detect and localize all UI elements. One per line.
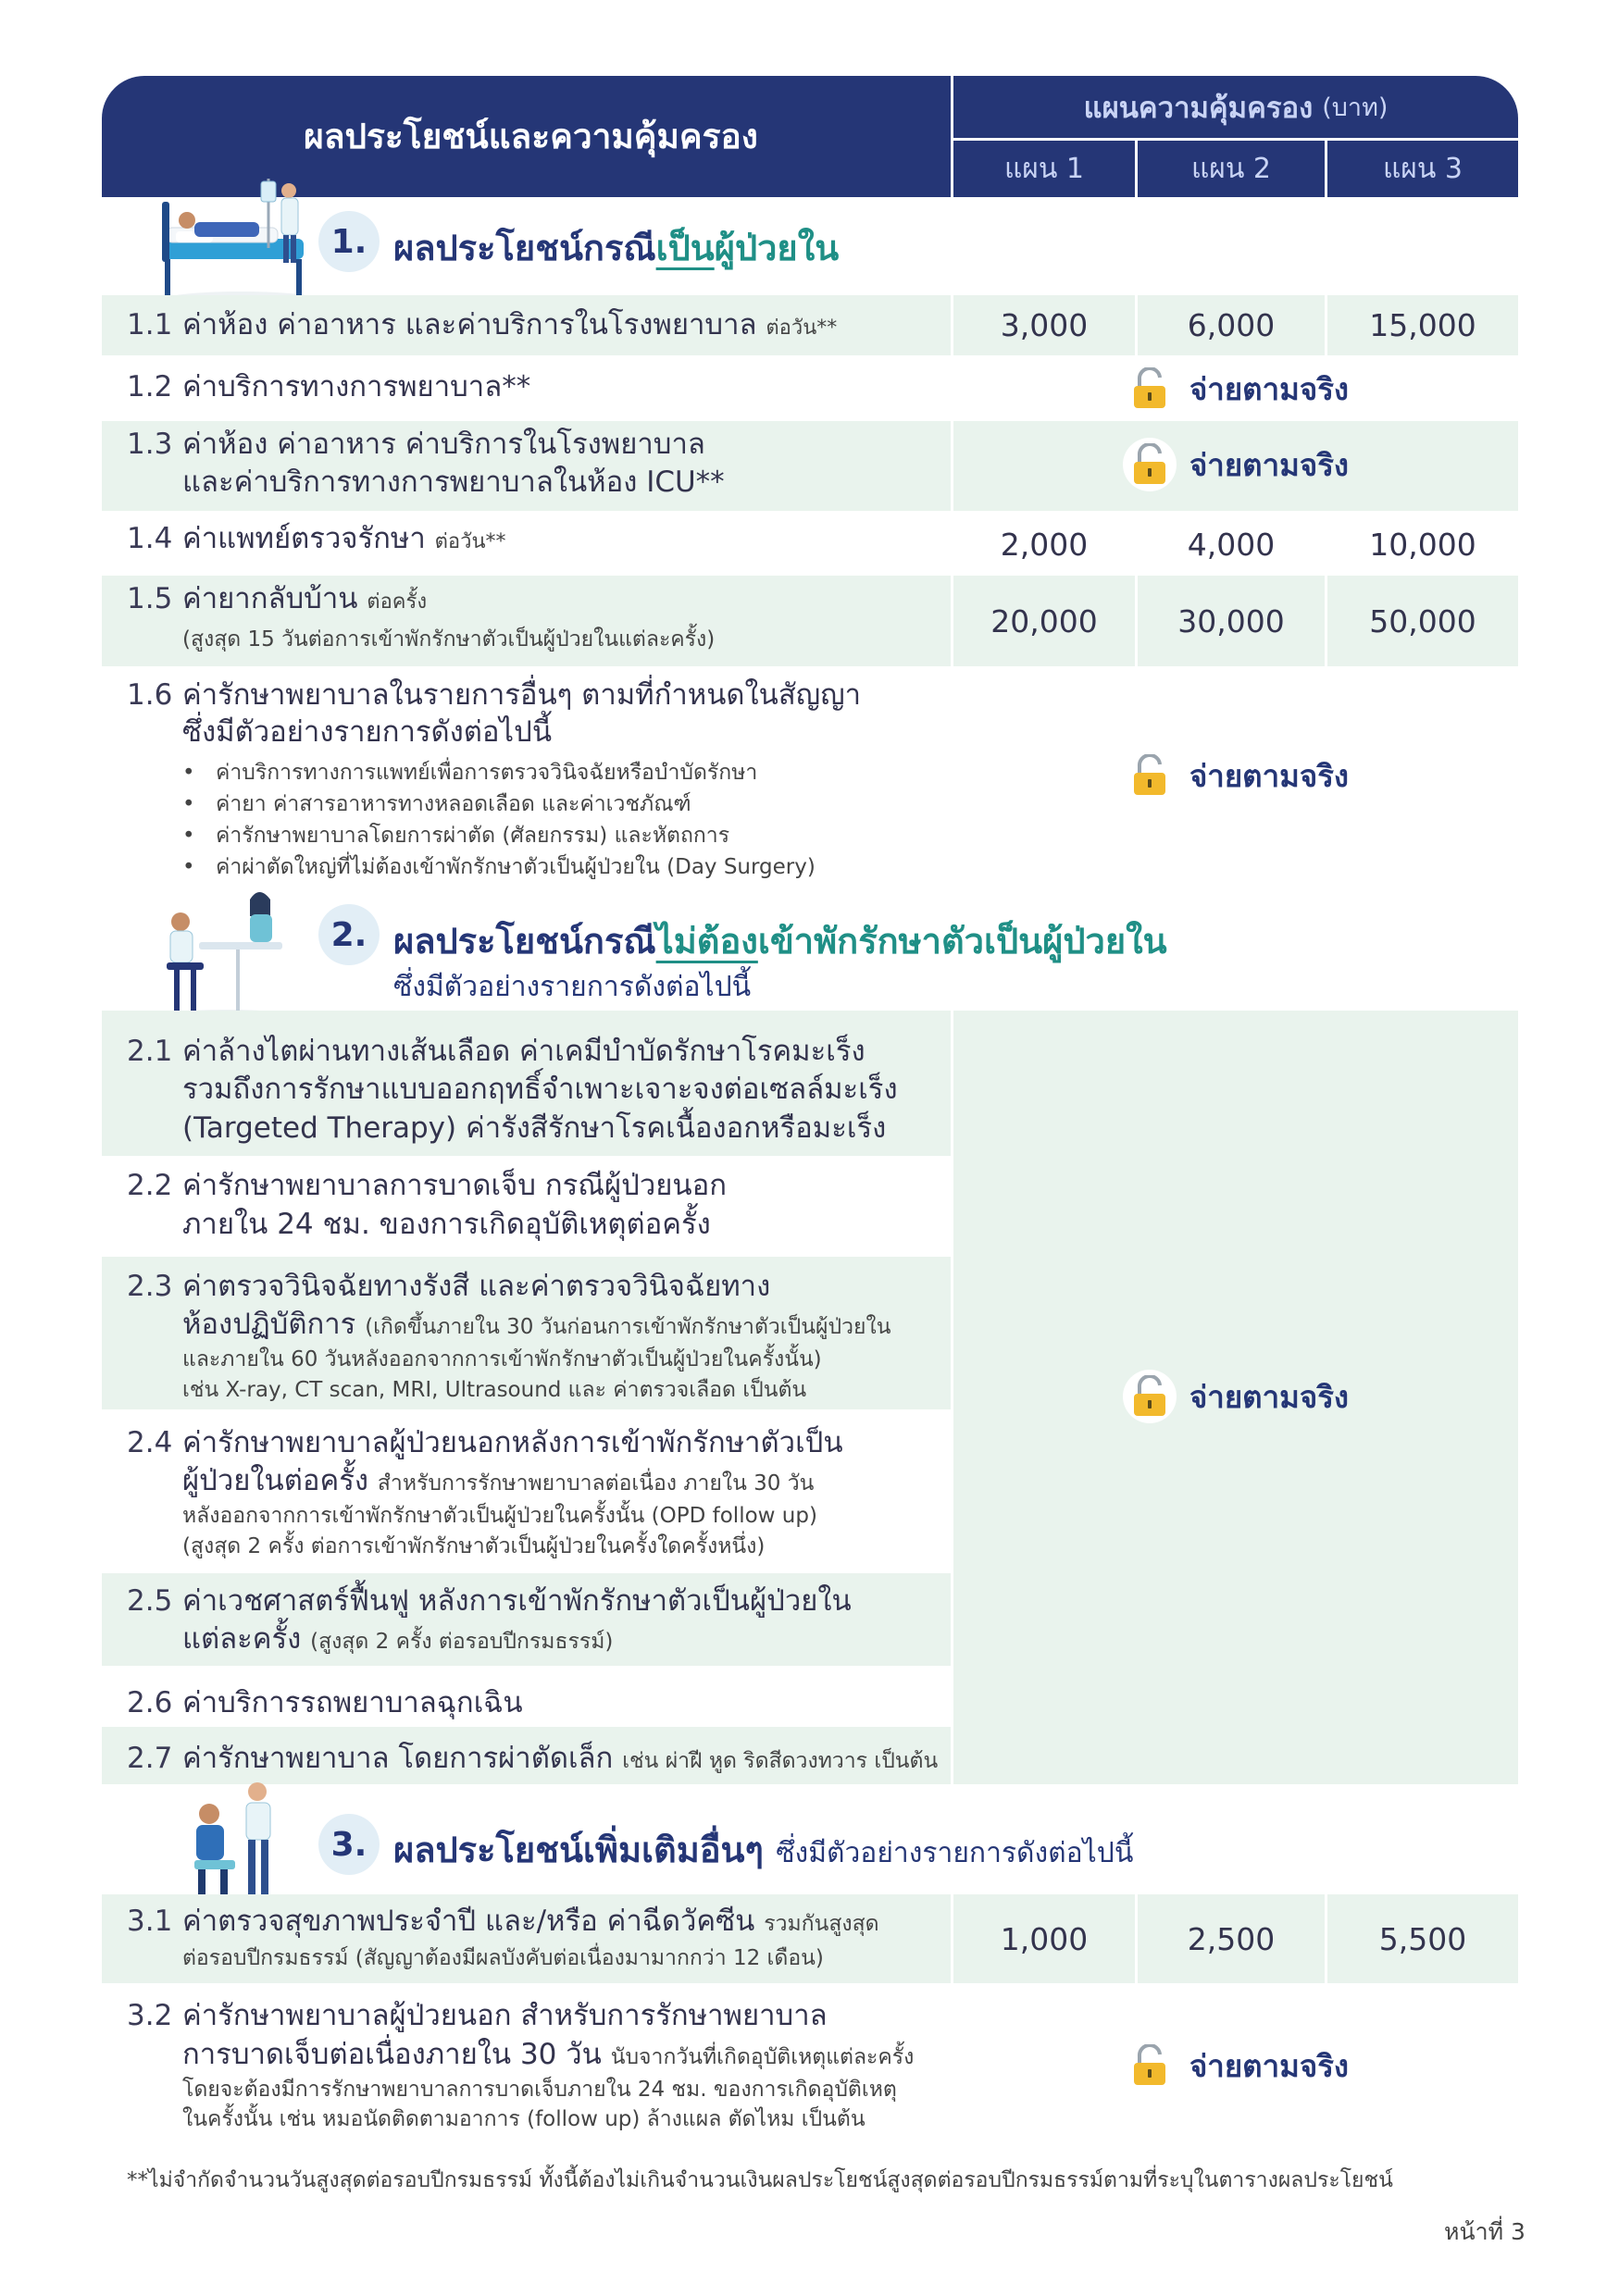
- row-3-1-line2: ต่อรอบปีกรมธรรม์ (สัญญาต้องมีผลบังคับต่อเนื่องมามากกว่า 12 เดือน): [182, 1946, 824, 1970]
- row-2-2-line2: ภายใน 24 ชม. ของการเกิดอุบัติเหตุต่อครั้ง: [182, 1208, 711, 1241]
- row-3-1-line1-note: รวมกันสูงสุด: [764, 1912, 879, 1936]
- row-3-2-line2: [182, 2035, 914, 2074]
- row-2-3-line4: เช่น X-ray, CT scan, MRI, Ultrasound และ ค่าตรวจเลือด เป็นต้น: [182, 1378, 807, 1402]
- row-2-1-line3: (Targeted Therapy) ค่ารังสีรักษาโรคเนื้องอกหรือมะเร็ง: [182, 1111, 887, 1145]
- row-2-3-number: 2.3: [127, 1270, 173, 1303]
- benefits-header-title: ผลประโยชน์และความคุ้มครอง: [304, 117, 758, 156]
- row-2-4-line4: (สูงสุด 2 ครั้ง ต่อการเข้าพักรักษาตัวเป็นผู้ป่วยในครั้งใดครั้งหนึ่ง): [182, 1534, 766, 1558]
- row-2-3-line1: ค่าตรวจวินิจฉัยทางรังสี และค่าตรวจวินิจฉัยทาง: [182, 1270, 771, 1303]
- row-3-1-plan2: 2,500: [1138, 1894, 1325, 1983]
- section-3-title-text: ผลประโยชน์เพิ่มเติมอื่นๆ: [393, 1830, 764, 1870]
- row-2-4-line2: [182, 1461, 814, 1500]
- row-2-7-title-text: ค่ารักษาพยาบาล โดยการผ่าตัดเล็ก: [182, 1742, 614, 1775]
- row-1-5-number: 1.5: [127, 582, 173, 615]
- row-2-2-number: 2.2: [127, 1169, 173, 1202]
- row-1-1-plan1: 3,000: [953, 295, 1135, 355]
- row-2-3-line2-text: ห้องปฏิบัติการ: [182, 1308, 356, 1341]
- row-3-2-line2-text: การบาดเจ็บต่อเนื่องภายใน 30 วัน: [182, 2038, 602, 2071]
- section-2-number: 2.: [318, 904, 380, 965]
- row-1-1-plan3: 15,000: [1327, 295, 1518, 355]
- plans-header-title: แผนความคุ้มครอง: [1083, 91, 1314, 125]
- row-2-5-line2-note: (สูงสุด 2 ครั้ง ต่อรอบปีกรมธรรม์): [310, 1630, 614, 1654]
- row-1-2-number: 1.2: [127, 370, 173, 403]
- section-1-title-a: ผลประโยชน์กรณี: [393, 228, 656, 268]
- section-1-number: 1.: [318, 211, 380, 272]
- row-3-1-plan3: 5,500: [1327, 1894, 1518, 1983]
- row-1-1-plan2: 6,000: [1138, 295, 1325, 355]
- row-1-6-number: 1.6: [127, 678, 173, 712]
- paid-as-charged-label: จ่ายตามจริง: [1189, 2047, 1350, 2084]
- plan-3-header: แผน 3: [1327, 141, 1518, 197]
- row-1-3-paid-as-charged: [953, 435, 1518, 494]
- row-2-6-number: 2.6: [127, 1686, 173, 1719]
- section-1-title: [393, 219, 839, 276]
- row-3-2-line1: ค่ารักษาพยาบาลผู้ป่วยนอก สำหรับการรักษาพยาบาล: [182, 1999, 828, 2032]
- section-2-paid-as-charged: [953, 1367, 1518, 1426]
- row-1-5-sub: (สูงสุด 15 วันต่อการเข้าพักรักษาตัวเป็นผู้ป่วยในแต่ละครั้ง): [182, 627, 716, 652]
- row-1-3-number: 1.3: [127, 428, 173, 461]
- list-item: • ค่าผ่าตัดใหญ่ที่ไม่ต้องเข้าพักรักษาตัวเป็นผู้ป่วยใน (Day Surgery): [182, 851, 923, 883]
- section-1-title-b: เป็น: [655, 228, 715, 268]
- section-1-title-c: ผู้ป่วยใน: [714, 228, 840, 268]
- lock-icon: [1123, 1370, 1177, 1423]
- list-item: • ค่าบริการทางการแพทย์เพื่อการตรวจวินิจฉัยหรือบำบัดรักษา: [182, 757, 923, 788]
- row-3-1-line1: [182, 1902, 879, 1941]
- section-3-subtitle: ซึ่งมีตัวอย่างรายการดังต่อไปนี้: [776, 1837, 1134, 1869]
- paid-as-charged-label: จ่ายตามจริง: [1189, 757, 1350, 794]
- row-1-4-plan2: 4,000: [1187, 526, 1276, 563]
- row-1-4-title-text: ค่าแพทย์ตรวจรักษา: [182, 522, 426, 555]
- row-2-4-number: 2.4: [127, 1426, 173, 1459]
- row-2-3-line2: [182, 1305, 890, 1344]
- row-2-1-line1: ค่าล้างไตผ่านทางเส้นเลือด ค่าเคมีบำบัดรักษาโรคมะเร็ง: [182, 1035, 866, 1068]
- hospital-bed-illustration: [157, 174, 319, 311]
- row-3-2-number: 3.2: [127, 1999, 173, 2032]
- row-3-2-paid-as-charged: [953, 2036, 1518, 2095]
- row-1-2-paid-as-charged: [953, 359, 1518, 418]
- row-2-5-line2: [182, 1620, 613, 1658]
- list-item: • ค่ารักษาพยาบาลโดยการผ่าตัด (ศัลยกรรม) และหัตถการ: [182, 820, 923, 851]
- row-2-3-line3: และภายใน 60 วันหลังออกจากการเข้าพักรักษาตัวเป็นผู้ป่วยในครั้งนั้น): [182, 1347, 822, 1371]
- row-2-1-line2: รวมถึงการรักษาแบบออกฤทธิ์จำเพาะเจาะจงต่อเซลล์มะเร็ง: [182, 1073, 898, 1106]
- row-2-4-line2-note: สำหรับการรักษาพยาบาลต่อเนื่อง ภายใน 30 วัน: [377, 1471, 815, 1496]
- paid-as-charged-label: จ่ายตามจริง: [1189, 446, 1350, 483]
- paid-as-charged-label: จ่ายตามจริง: [1189, 370, 1350, 407]
- row-2-1-number: 2.1: [127, 1035, 173, 1068]
- row-2-7-note: เช่น ผ่าฝี หูด ริดสีดวงทวาร เป็นต้น: [622, 1749, 939, 1773]
- row-2-3-line2-note: (เกิดขึ้นภายใน 30 วันก่อนการเข้าพักรักษาตัวเป็นผู้ป่วยใน: [365, 1315, 891, 1339]
- row-1-4-number: 1.4: [127, 522, 173, 555]
- row-1-5-plan1: 20,000: [953, 576, 1135, 666]
- row-2-4-line2-text: ผู้ป่วยในต่อครั้ง: [182, 1464, 369, 1497]
- row-1-4-plan1: 2,000: [1000, 526, 1089, 563]
- lock-icon: [1123, 438, 1177, 491]
- row-2-5-line1: ค่าเวชศาสตร์ฟื้นฟู หลังการเข้าพักรักษาตัวเป็นผู้ป่วยใน: [182, 1584, 852, 1618]
- row-1-4-plan3: 10,000: [1369, 526, 1476, 563]
- row-1-4-note: ต่อวัน**: [434, 530, 506, 553]
- row-3-1-plan1: 1,000: [953, 1894, 1135, 1983]
- section-3-title: [393, 1821, 1133, 1878]
- page-number: หน้าที่ 3: [1444, 2218, 1526, 2245]
- section-2-title-c: เข้าพักรักษาตัวเป็นผู้ป่วยใน: [757, 921, 1167, 962]
- row-1-6-paid-as-charged: [953, 746, 1518, 805]
- plans-header: [953, 76, 1518, 138]
- row-2-5-number: 2.5: [127, 1584, 173, 1618]
- row-2-4-line3: หลังออกจากการเข้าพักรักษาตัวเป็นผู้ป่วยในครั้งนั้น (OPD follow up): [182, 1504, 817, 1528]
- section-3-number: 3.: [318, 1814, 380, 1875]
- row-1-5-note: ต่อครั้ง: [367, 590, 428, 614]
- footnote: **ไม่จำกัดจำนวนวันสูงสุดต่อรอบปีกรมธรรม์ ทั้งนี้ต้องไม่เกินจำนวนเงินผลประโยชน์สูงสุดต่อรอบปีกรมธรรม์ตามที่ระบุในตารางผลประโยชน์: [127, 2168, 1393, 2192]
- section-2-title-a: ผลประโยชน์กรณี: [393, 921, 656, 962]
- row-1-6-bullet-list: [182, 757, 923, 883]
- doctor-consultation-illustration: [157, 887, 296, 1025]
- row-2-7-title: [182, 1739, 938, 1778]
- plans-header-unit: (บาท): [1322, 93, 1389, 122]
- row-1-3-line2: และค่าบริการทางการพยาบาลในห้อง ICU**: [182, 465, 725, 499]
- row-1-3-line1: ค่าห้อง ค่าอาหาร ค่าบริการในโรงพยาบาล: [182, 428, 705, 461]
- lock-icon: [1123, 2039, 1177, 2092]
- row-1-5-title: [182, 579, 427, 622]
- row-1-5-plan3: 50,000: [1327, 576, 1518, 666]
- section-2-subtitle: ซึ่งมีตัวอย่างรายการดังต่อไปนี้: [393, 971, 752, 1003]
- row-3-2-line3: โดยจะต้องมีการรักษาพยาบาลการบาดเจ็บภายใน 24 ชม. ของการเกิดอุบัติเหตุ: [182, 2078, 897, 2102]
- section-2-title-b: ไม่ต้อง: [655, 921, 758, 962]
- row-1-4-title: [182, 519, 506, 562]
- row-3-2-line4: ในครั้งนั้น เช่น หมอนัดติดตามอาการ (follow up) ล้างแผล ตัดไหม เป็นต้น: [182, 2107, 866, 2131]
- row-1-6-line1: ค่ารักษาพยาบาลในรายการอื่นๆ ตามที่กำหนดในสัญญา: [182, 678, 862, 712]
- plan-2-header: แผน 2: [1138, 141, 1325, 197]
- row-1-1-number: 1.1: [127, 308, 173, 341]
- row-1-6-line2: ซึ่งมีตัวอย่างรายการดังต่อไปนี้: [182, 715, 553, 749]
- row-2-2-line1: ค่ารักษาพยาบาลการบาดเจ็บ กรณีผู้ป่วยนอก: [182, 1169, 728, 1202]
- list-item: • ค่ายา ค่าสารอาหารทางหลอดเลือด และค่าเวชภัณฑ์: [182, 788, 923, 820]
- plan-1-header: แผน 1: [953, 141, 1135, 197]
- row-2-5-line2-text: แต่ละครั้ง: [182, 1622, 302, 1656]
- row-1-5-title-text: ค่ายากลับบ้าน: [182, 582, 358, 615]
- paid-as-charged-label: จ่ายตามจริง: [1189, 1378, 1350, 1415]
- lock-icon: [1123, 749, 1177, 802]
- row-2-7-number: 2.7: [127, 1742, 173, 1775]
- row-3-1-number: 3.1: [127, 1905, 173, 1938]
- row-1-1-note: ต่อวัน**: [766, 316, 838, 340]
- row-1-1-title-text: ค่าห้อง ค่าอาหาร และค่าบริการในโรงพยาบาล: [182, 308, 757, 341]
- row-1-1-title: [182, 305, 837, 348]
- row-2-4-line1: ค่ารักษาพยาบาลผู้ป่วยนอกหลังการเข้าพักรักษาตัวเป็น: [182, 1426, 843, 1459]
- section-2-title: [393, 912, 1167, 969]
- row-3-2-line2-note: นับจากวันที่เกิดอุบัติเหตุแต่ละครั้ง: [610, 2045, 915, 2069]
- row-3-1-line1-text: ค่าตรวจสุขภาพประจำปี และ/หรือ ค่าฉีดวัคซีน: [182, 1905, 755, 1938]
- row-1-2-title: ค่าบริการทางการพยาบาล**: [182, 370, 531, 403]
- row-2-6-title: ค่าบริการรถพยาบาลฉุกเฉิน: [182, 1686, 523, 1719]
- row-1-5-plan2: 30,000: [1138, 576, 1325, 666]
- lock-icon: [1123, 362, 1177, 416]
